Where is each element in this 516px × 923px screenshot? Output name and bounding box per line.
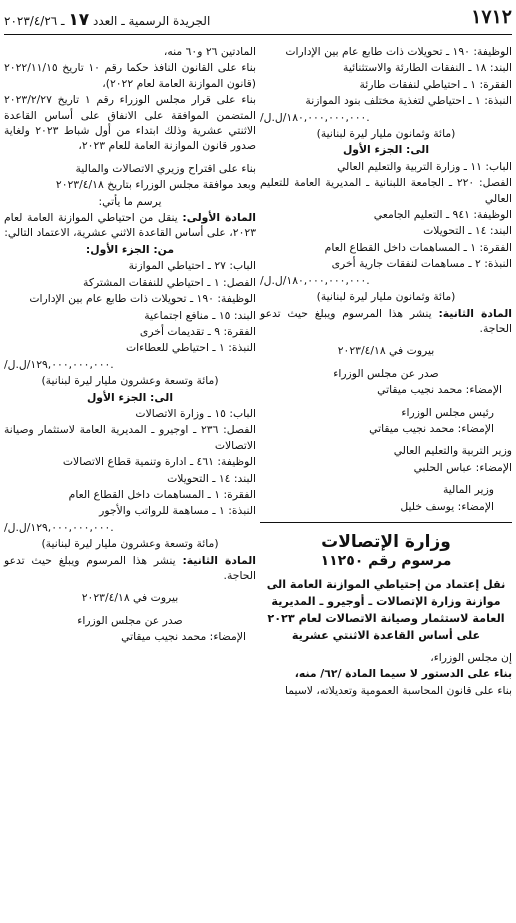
text-line: البند: ١٤ ـ التحويلات <box>423 224 512 238</box>
text-line: الوظيفة: ١٩٠ ـ تحويلات ذات طابع عام بين الإدارات <box>285 45 512 58</box>
left-column <box>4 44 256 646</box>
signature-line: الإمضاء: محمد نجيب ميقاتي <box>369 421 494 435</box>
signature-line: وزير المالية <box>443 483 494 497</box>
section-heading: من: الجزء الأول: <box>85 242 175 256</box>
signature-line: رئيس مجلس الوزراء <box>401 405 494 419</box>
text-line: الفصل: ٢٣٦ ـ اوجيرو ـ المديرية العامة لاستثمار وصيانة الاتصالات <box>4 423 256 452</box>
text-line: النبذة: ١ ـ احتياطي للعطاءات <box>125 341 256 355</box>
article-two <box>260 306 512 337</box>
text-line: إن مجلس الوزراء، <box>430 650 512 664</box>
text-line: الباب: ١٥ ـ وزارة الاتصالات <box>135 406 256 420</box>
text-line: النبذة: ٢ ـ مساهمات لنفقات جارية أخرى <box>331 257 512 271</box>
text-line: الفقرة: ٩ ـ تقديمات أخرى <box>139 324 256 338</box>
signature-line: الإمضاء: محمد نجيب ميقاتي <box>377 383 502 397</box>
text-line: بناء على قرار مجلس الوزراء رقم ١ تاريخ ٢٠٢٣/٢/٢٧ المتضمن الموافقة على الانفاق على أساس القاعدة الاثنتي عشرية وذلك ابتداء من أول شباط ٢٠٢٣ ولغاية صدور قانون الموازنة العامة للعام ٢٠٢٣، <box>4 93 256 153</box>
text-line: الوظيفة: ١٩٠ ـ تحويلات ذات طابع عام بين الإدارات <box>29 292 256 306</box>
text-line: بناء على القانون النافذ حكما رقم ١٠ تاريخ ٢٠٢٢/١١/١٥ (قانون الموازنة العامة لعام ٢٠٢٢)، <box>4 61 256 90</box>
gazette-title <box>4 10 210 30</box>
text-line: الوظيفة: ٤٦١ ـ ادارة وتنمية قطاع الاتصالات <box>62 455 256 469</box>
text-line: الفقرة: ١ ـ احتياطي لنفقات طارئة <box>359 77 512 91</box>
text-line: النبذة: ١ ـ مساهمة للرواتب والأجور <box>99 504 256 518</box>
article-one <box>4 210 256 241</box>
place-date: بيروت في ٢٠٢٣/٤/١٨ <box>81 591 179 605</box>
article-label: المادة الثانية: <box>438 306 513 320</box>
place-date: بيروت في ٢٠٢٣/٤/١٨ <box>337 344 435 358</box>
article-text: ينشر هذا المرسوم ويبلغ حيث تدعو الحاجة. <box>4 553 256 582</box>
text-line: المادتين ٢٦ و٦٠ منه، <box>163 45 256 58</box>
ministry-heading: وزارة الإتصالات <box>260 522 512 550</box>
amount-words: (مائة وتسعة وعشرون مليار ليرة لبنانية) <box>41 537 219 551</box>
signature-line: وزير التربية والتعليم العالي <box>393 444 512 458</box>
gazette-name: الجريدة الرسمية ـ العدد <box>92 14 211 28</box>
text-line: الوظيفة: ٩٤١ ـ التعليم الجامعي <box>373 208 512 222</box>
signature-line: صدر عن مجلس الوزراء <box>77 613 183 627</box>
text-line: البند: ١٥ ـ منافع اجتماعية <box>144 308 256 322</box>
decree-title: نقل إعتماد من إحتياطي الموازنة العامة الى موازنة وزارة الإتصالات ـ أوجيرو ـ المديرية العامة لاستثمار وصيانة الاتصالات لعام ٢٠٢٣ على أساس القاعدة الاثنتي عشرية <box>266 577 506 642</box>
right-column <box>260 44 512 699</box>
decree-number: مرسوم رقم ١١٢٥٠ <box>320 553 452 570</box>
issue-number: ١٧ <box>68 10 90 30</box>
text-line: الفصل: ١ ـ احتياطي للنفقات المشتركة <box>83 275 256 289</box>
text-line: الباب: ١١ ـ وزارة التربية والتعليم العالي <box>337 159 512 173</box>
text-line: الباب: ٢٧ ـ احتياطي الموازنة <box>128 259 256 273</box>
text-line: البند: ١٤ ـ التحويلات <box>167 471 256 485</box>
amount: /١٨٠,٠٠٠,٠٠٠,٠٠٠/ل.ل. <box>260 273 370 287</box>
amount-words: (مائة وثمانون مليار ليرة لبنانية) <box>316 290 456 304</box>
signature-line: الإمضاء: محمد نجيب ميقاتي <box>121 630 246 644</box>
article-text: ينقل من احتياطي الموازنة العامة لعام ٢٠٢٣، على أساس القاعدة الاثني عشرية، الاعتماد التالي: <box>4 211 256 240</box>
text-line: النبذة: ١ ـ احتياطي لتغذية مختلف بنود الموازنة <box>305 94 512 108</box>
article-text: ينشر هذا المرسوم ويبلغ حيث تدعو الحاجة. <box>260 306 512 335</box>
text-line: يرسم ما يأتي: <box>98 194 162 208</box>
page-header <box>4 6 512 35</box>
article-label: المادة الأولى: <box>182 211 257 225</box>
amount-words: (مائة وثمانون مليار ليرة لبنانية) <box>316 127 456 141</box>
section-heading: الى: الجزء الأول <box>342 143 430 157</box>
text-line: الفقرة: ١ ـ المساهمات داخل القطاع العام <box>68 487 256 501</box>
article-label: المادة الثانية: <box>182 553 257 567</box>
signature-line: الإمضاء: يوسف خليل <box>400 499 494 513</box>
text-line: بناء على اقتراح وزيري الاتصالات والمالية <box>75 161 256 175</box>
amount: /١٢٩,٠٠٠,٠٠٠,٠٠٠/ل.ل. <box>4 357 114 371</box>
amount: /١٢٩,٠٠٠,٠٠٠,٠٠٠/ل.ل. <box>4 520 114 534</box>
amount-words: (مائة وتسعة وعشرون مليار ليرة لبنانية) <box>41 374 219 388</box>
page-number: ١٧١٢ <box>471 6 512 28</box>
article-two <box>4 553 256 584</box>
text-line: بناء على الدستور لا سيما المادة /٦٢/ منه، <box>294 667 512 681</box>
text-line: بناء على قانون المحاسبة العمومية وتعديلاته، لاسيما <box>284 683 512 697</box>
section-heading: الى: الجزء الأول <box>86 390 174 404</box>
signature-line: صدر عن مجلس الوزراء <box>333 366 439 380</box>
text-line: وبعد موافقة مجلس الوزراء بتاريخ ٢٠٢٣/٤/١٨ <box>55 178 256 192</box>
amount: /١٨٠,٠٠٠,٠٠٠,٠٠٠/ل.ل. <box>260 110 370 124</box>
signature-line: الإمضاء: عباس الحلبي <box>413 460 512 474</box>
issue-date: ـ ٢٠٢٣/٤/٢٦ <box>4 14 65 28</box>
text-line: الفصل: ٢٢٠ ـ الجامعة اللبنانية ـ المديرية العامة للتعليم العالي <box>260 176 512 205</box>
text-line: الفقرة: ١ ـ المساهمات داخل القطاع العام <box>324 240 512 254</box>
text-line: البند: ١٨ ـ النفقات الطارئة والاستثنائية <box>343 61 512 75</box>
